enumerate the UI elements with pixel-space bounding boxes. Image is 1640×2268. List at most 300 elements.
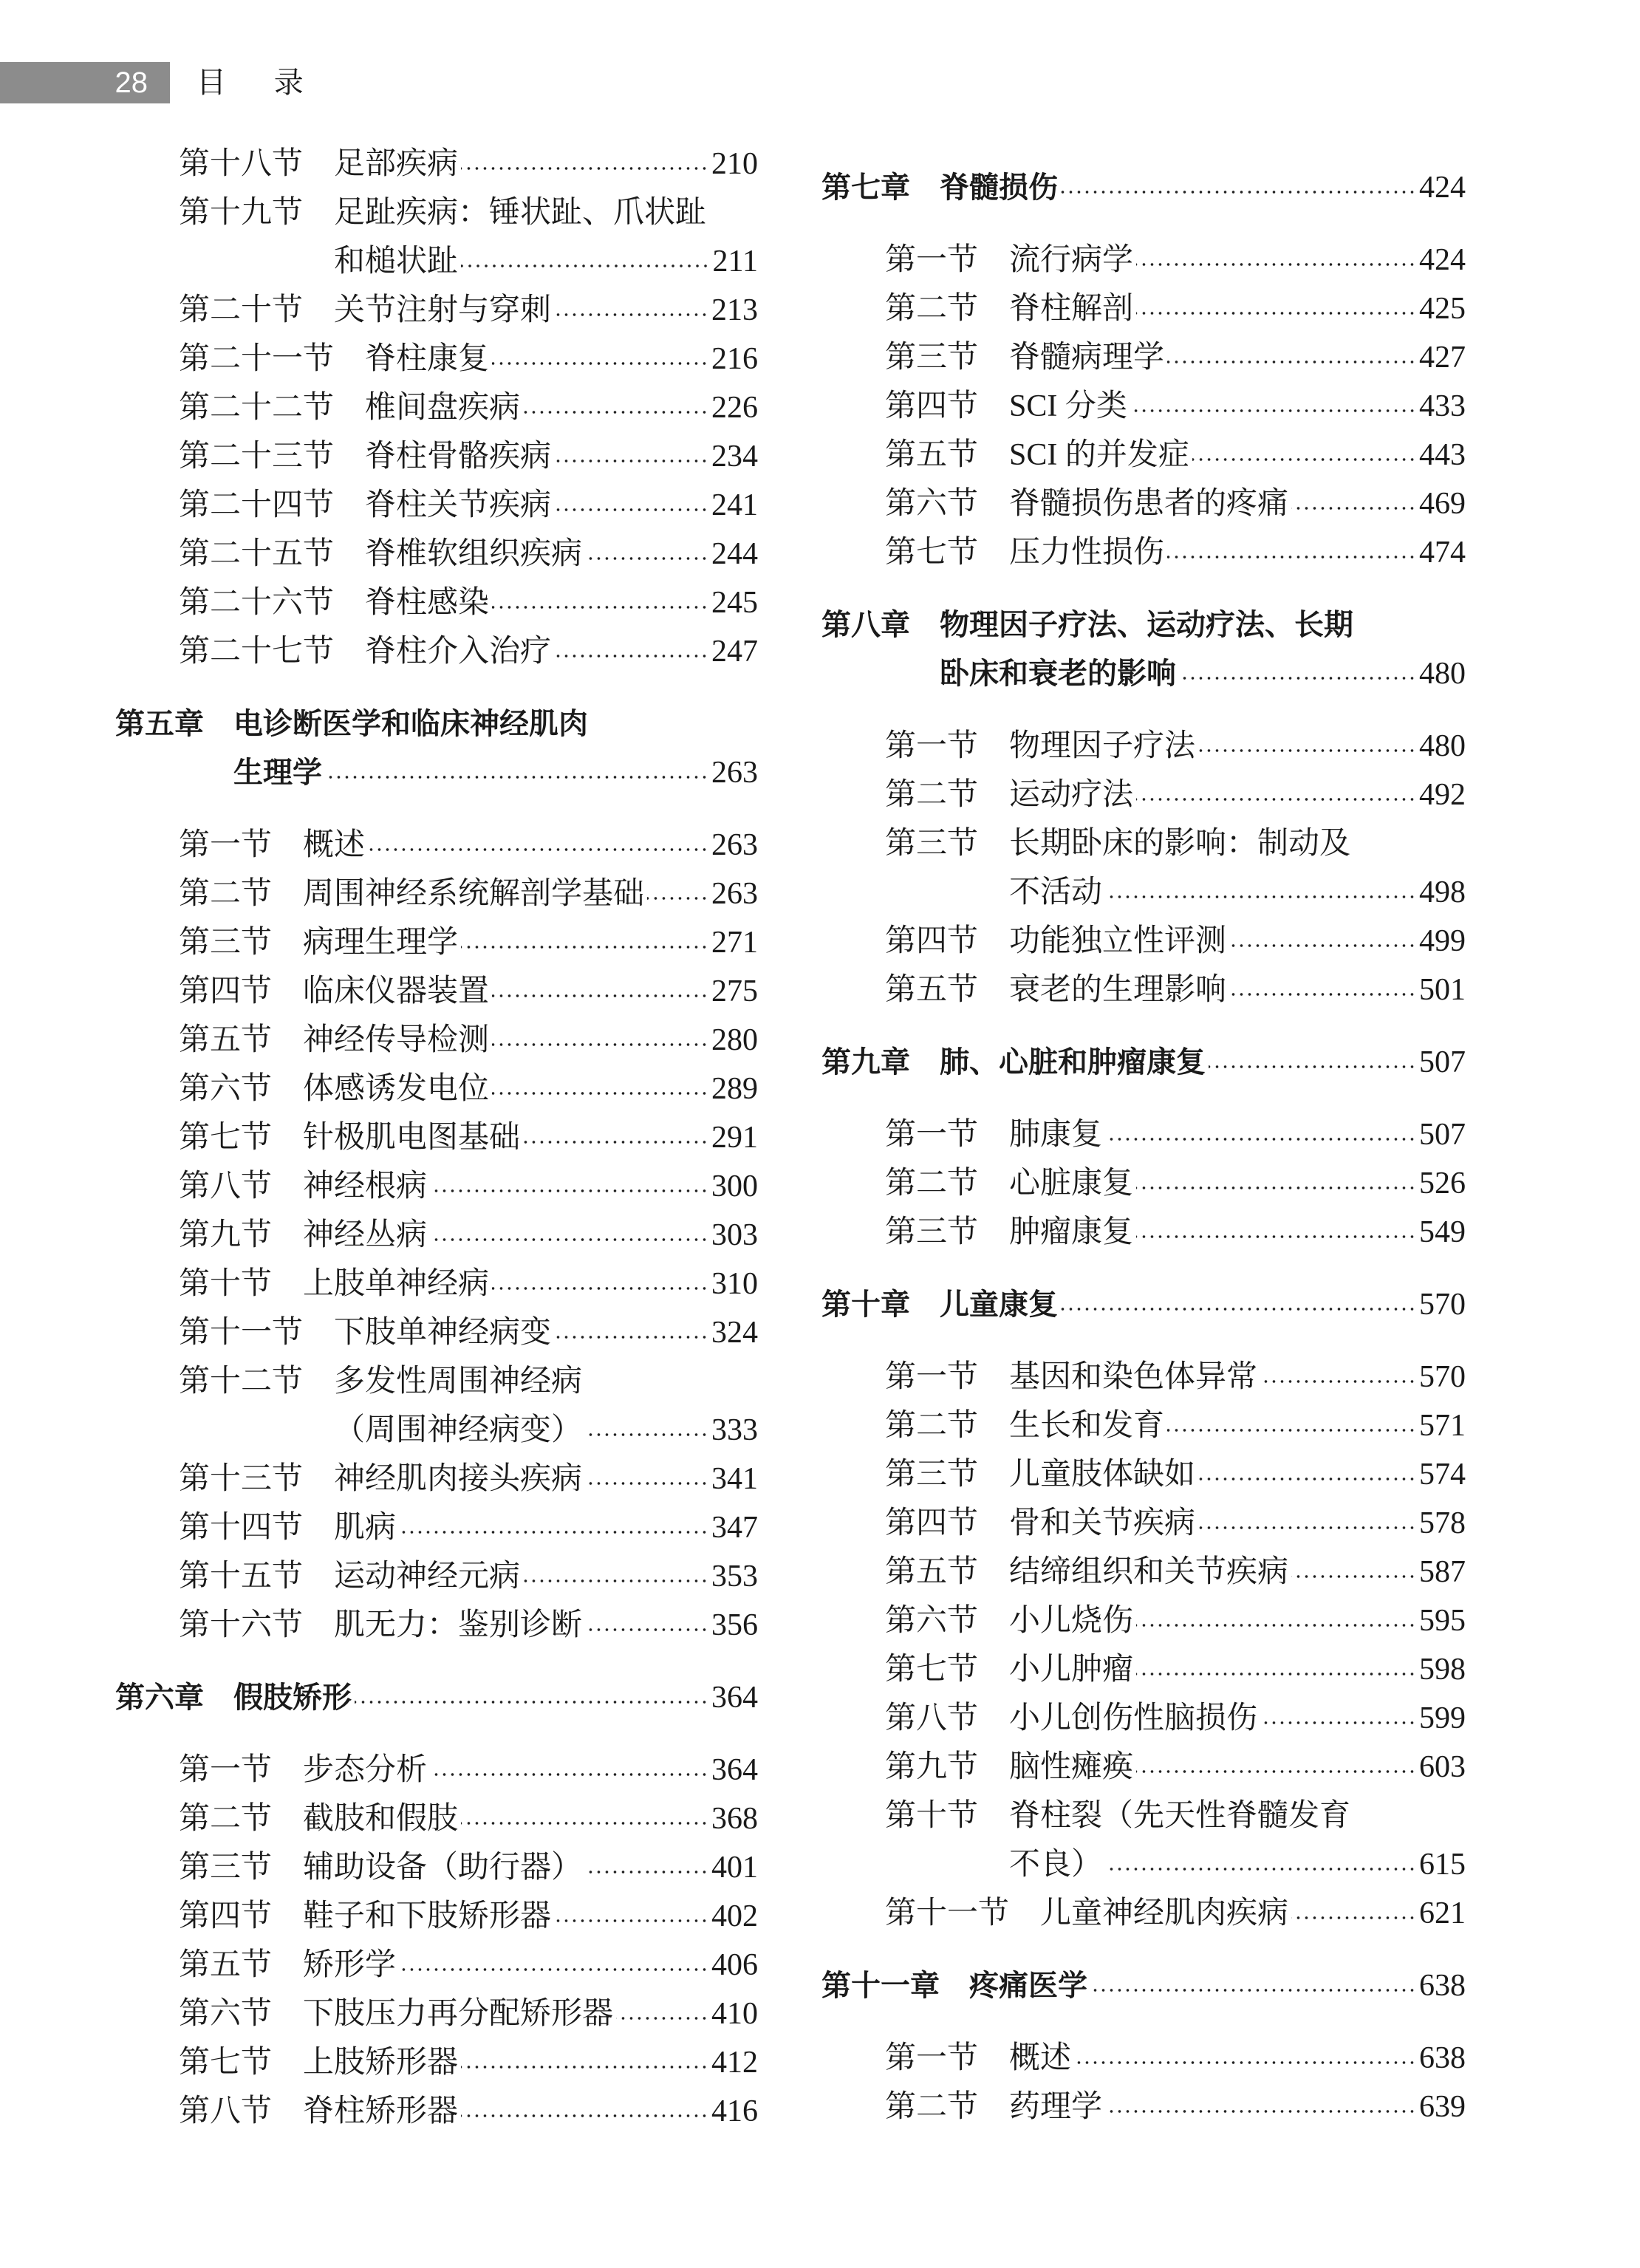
section-number: 第四节: [179, 974, 273, 1008]
toc-section-entry[interactable]: [821, 1499, 1466, 1548]
toc-chapter-entry[interactable]: [821, 163, 1466, 212]
page-number-ref: 570: [1419, 1360, 1466, 1394]
toc-section-entry[interactable]: [115, 578, 758, 627]
dot-leader: [1136, 1672, 1416, 1676]
toc-section-entry[interactable]: [115, 2038, 758, 2087]
page-number-ref: 368: [711, 1802, 758, 1836]
section-number: 第四节: [885, 389, 979, 423]
section-title: 儿童神经肌肉疾病: [1040, 1896, 1289, 1930]
toc-section-entry[interactable]: [115, 1989, 758, 2038]
section-title: 运动神经元病: [334, 1560, 521, 1594]
page-number-ref: 427: [1419, 341, 1466, 375]
toc-section-entry[interactable]: [115, 1016, 758, 1065]
section-title: 下肢单神经病变: [334, 1316, 552, 1350]
section-title: 体感诱发电位: [303, 1072, 490, 1106]
toc-column-left: [115, 140, 758, 2136]
section-title: 临床仪器装置: [303, 974, 490, 1008]
section-number: 第十四节: [179, 1511, 304, 1545]
section-number: 第七节: [179, 1121, 273, 1155]
section-title: 物理因子疗法: [1009, 729, 1196, 763]
dot-leader: [461, 166, 708, 171]
section-title: 不良）: [1009, 1848, 1103, 1882]
dot-leader: [1074, 2060, 1416, 2065]
section-title: 足趾疾病：锤状趾、爪状趾: [334, 196, 707, 230]
section-title: 鞋子和下肢矫形器: [303, 1899, 552, 1933]
page-number-ref: 241: [711, 488, 758, 522]
section-number: 第十五节: [179, 1560, 304, 1594]
dot-leader: [554, 654, 708, 658]
toc-section-entry[interactable]: [115, 432, 758, 481]
section-title: 上肢单神经病: [303, 1267, 490, 1301]
toc-section-entry[interactable]: [821, 1208, 1466, 1257]
section-number: 第十九节: [179, 196, 304, 230]
page-number-ref: 621: [1419, 1896, 1466, 1930]
dot-leader: [523, 1140, 708, 1144]
chapter-title: 物理因子疗法、运动疗法、长期: [940, 608, 1353, 642]
section-title: 不活动: [1009, 875, 1103, 909]
section-title: 脊柱骨骼疾病: [365, 440, 552, 474]
page-number-ref: 424: [1419, 171, 1466, 205]
dot-leader: [554, 459, 708, 463]
page-number-ref: 507: [1419, 1118, 1466, 1152]
toc-section-entry[interactable]: [115, 627, 758, 676]
page-number-ref: 234: [711, 440, 758, 474]
section-title: 周围神经系统解剖学基础: [303, 877, 645, 911]
dot-leader: [1167, 555, 1416, 559]
page-number-tab: [0, 62, 170, 103]
section-number: 第二十二节: [179, 391, 335, 425]
dot-leader: [1061, 1307, 1416, 1311]
page-number-ref: 263: [711, 756, 758, 790]
section-number: 第三节: [885, 341, 979, 375]
page-number-ref: 599: [1419, 1701, 1466, 1735]
toc-section-entry[interactable]: [115, 1746, 758, 1794]
toc-section-entry[interactable]: [821, 1596, 1466, 1645]
page-number-ref: 443: [1419, 438, 1466, 472]
page-number-ref: 280: [711, 1023, 758, 1057]
chapter-number: 第九章: [821, 1045, 910, 1079]
page-number-ref: 341: [711, 1462, 758, 1496]
dot-leader: [1291, 506, 1416, 510]
page-number-ref: 310: [711, 1267, 758, 1301]
section-title: 脊柱感染: [365, 586, 490, 620]
dot-leader: [399, 1530, 708, 1534]
toc-chapter-entry[interactable]: [115, 748, 758, 797]
toc-section-entry[interactable]: [821, 966, 1466, 1014]
dot-leader: [399, 1967, 708, 1972]
toc-section-entry[interactable]: [821, 236, 1466, 284]
toc-section-entry[interactable]: [821, 528, 1466, 577]
chapter-number: 第五章: [115, 707, 204, 741]
section-title: 衰老的生理影响: [1009, 973, 1227, 1007]
section-number: 第二十六节: [179, 586, 335, 620]
toc-section-entry[interactable]: [115, 1794, 758, 1843]
toc-section-entry[interactable]: [115, 1601, 758, 1650]
page-number-ref: 499: [1419, 924, 1466, 958]
dot-leader: [1130, 409, 1416, 413]
page-number-ref: 549: [1419, 1215, 1466, 1249]
dot-leader: [1136, 262, 1416, 267]
toc-section-entry[interactable]: [821, 333, 1466, 382]
page-number-ref: 244: [711, 537, 758, 571]
toc-section-entry[interactable]: [115, 967, 758, 1016]
toc-section-entry[interactable]: [115, 335, 758, 383]
page-number-ref: 638: [1419, 2041, 1466, 2075]
dot-leader: [554, 508, 708, 512]
chapter-title: 儿童康复: [940, 1288, 1058, 1322]
section-number: 第十六节: [179, 1608, 304, 1642]
section-number: 第一节: [179, 1753, 273, 1787]
dot-leader: [1291, 1574, 1416, 1579]
section-number: 第一节: [885, 1360, 979, 1394]
section-title: 截肢和假肢: [303, 1802, 459, 1836]
page-number-ref: 639: [1419, 2090, 1466, 2124]
section-number: 第一节: [885, 2041, 979, 2075]
toc-section-entry[interactable]: [115, 2087, 758, 2136]
section-number: 第六节: [885, 487, 979, 521]
page-number-ref: 603: [1419, 1750, 1466, 1784]
toc-section-entry[interactable]: [115, 1843, 758, 1892]
dot-leader: [461, 1821, 708, 1825]
toc-section-entry[interactable]: [115, 870, 758, 918]
page-number-ref: 263: [711, 877, 758, 911]
section-number: 第五节: [179, 1023, 273, 1057]
page-number-ref: 263: [711, 828, 758, 862]
toc-section-entry[interactable]: [821, 431, 1466, 479]
chapter-title: 肺、心脏和肿瘤康复: [940, 1045, 1206, 1079]
section-number: 第五节: [885, 1555, 979, 1589]
section-title: 脊柱解剖: [1009, 292, 1134, 326]
section-number: 第十三节: [179, 1462, 304, 1496]
toc-section-entry[interactable]: [115, 140, 758, 188]
section-number: 第二十一节: [179, 342, 335, 376]
dot-leader: [585, 1870, 708, 1874]
dot-leader: [1136, 1623, 1416, 1627]
dot-leader: [1192, 457, 1416, 462]
section-number: 第三节: [885, 1215, 979, 1249]
dot-leader: [368, 847, 708, 852]
page-number-ref: 210: [711, 147, 758, 181]
page-number-ref: 353: [711, 1560, 758, 1594]
toc-column-right: [821, 140, 1466, 2131]
toc-section-entry[interactable]: [115, 918, 758, 967]
toc-chapter-entry[interactable]: [115, 1673, 758, 1722]
section-title: 流行病学: [1009, 243, 1134, 277]
section-title: 下肢压力再分配矫形器: [303, 1997, 614, 2031]
toc-section-entry[interactable]: [821, 2083, 1466, 2131]
section-number: 第二节: [885, 292, 979, 326]
toc-chapter-entry[interactable]: [821, 649, 1466, 698]
section-number: 第二十七节: [179, 635, 335, 669]
section-title: 病理生理学: [303, 926, 459, 960]
toc-section-entry[interactable]: [821, 1353, 1466, 1401]
section-number: 第六节: [179, 1072, 273, 1106]
toc-section-entry[interactable]: [115, 1065, 758, 1113]
toc-section-entry[interactable]: [115, 1552, 758, 1601]
section-title: 概述: [303, 828, 366, 862]
section-number: 第十二节: [179, 1364, 304, 1398]
toc-section-entry[interactable]: [821, 1889, 1466, 1938]
dot-leader: [585, 556, 708, 561]
dot-leader: [1260, 1379, 1416, 1384]
toc-section-entry[interactable]: [115, 1260, 758, 1308]
section-number: 第六节: [885, 1604, 979, 1638]
section-number: 第十节: [179, 1267, 273, 1301]
page-number-ref: 595: [1419, 1604, 1466, 1638]
section-number: 第二节: [179, 1802, 273, 1836]
toc-section-entry[interactable]: [821, 1743, 1466, 1791]
section-title: 脑性瘫痪: [1009, 1750, 1134, 1784]
page-number-ref: 412: [711, 2046, 758, 2080]
toc-section-entry[interactable]: [115, 286, 758, 335]
section-title: 儿童肢体缺如: [1009, 1458, 1196, 1492]
dot-leader: [430, 1189, 708, 1193]
toc-section-entry[interactable]: [115, 383, 758, 432]
section-title: SCI 的并发症: [1009, 438, 1189, 472]
chapter-title: 疼痛医学: [969, 1969, 1087, 2003]
dot-leader: [523, 1579, 708, 1583]
section-title: 足部疾病: [334, 147, 459, 181]
page-number-ref: 410: [711, 1997, 758, 2031]
page-number-ref: 598: [1419, 1653, 1466, 1687]
section-title: 肌病: [334, 1511, 397, 1545]
page-number-ref: 425: [1419, 292, 1466, 326]
section-title: 肺康复: [1009, 1118, 1103, 1152]
section-number: 第二十节: [179, 293, 304, 327]
page-number-ref: 526: [1419, 1167, 1466, 1200]
section-title: 脊柱康复: [365, 342, 490, 376]
toc-section-entry[interactable]: [821, 917, 1466, 966]
dot-leader: [1136, 1234, 1416, 1239]
toc-section-entry[interactable]: [115, 1162, 758, 1211]
toc-section-entry[interactable]: [115, 1406, 758, 1455]
dot-leader: [325, 775, 708, 779]
page-number-ref: 492: [1419, 778, 1466, 812]
dot-leader: [554, 312, 708, 317]
toc-chapter-entry[interactable]: [821, 1038, 1466, 1087]
page-number-ref: 356: [711, 1608, 758, 1642]
toc-section-entry[interactable]: [821, 2034, 1466, 2083]
dot-leader: [1229, 943, 1416, 948]
toc-section-entry[interactable]: [821, 819, 1466, 868]
section-number: 第二十三节: [179, 440, 335, 474]
section-title: 和槌状趾: [334, 245, 459, 279]
page-number-ref: 226: [711, 391, 758, 425]
toc-section-entry[interactable]: [821, 868, 1466, 917]
toc-section-entry[interactable]: [821, 284, 1466, 333]
page-number-ref: 474: [1419, 536, 1466, 570]
toc-section-entry[interactable]: [115, 1357, 758, 1406]
dot-leader: [492, 1042, 708, 1047]
dot-leader: [1209, 1065, 1416, 1069]
toc-chapter-entry[interactable]: [115, 700, 758, 748]
section-title: 概述: [1009, 2041, 1072, 2075]
toc-chapter-entry[interactable]: [821, 1280, 1466, 1329]
toc-section-entry[interactable]: [115, 237, 758, 286]
page-number-ref: 247: [711, 635, 758, 669]
toc-section-entry[interactable]: [821, 1548, 1466, 1596]
section-number: 第二节: [885, 1167, 979, 1200]
section-title: 小儿肿瘤: [1009, 1653, 1134, 1687]
dot-leader: [1136, 1186, 1416, 1190]
toc-section-entry[interactable]: [115, 1113, 758, 1162]
page-number-ref: 402: [711, 1899, 758, 1933]
section-title: 基因和染色体异常: [1009, 1360, 1258, 1394]
dot-leader: [554, 1335, 708, 1339]
section-number: 第十八节: [179, 147, 304, 181]
toc-section-entry[interactable]: [821, 1791, 1466, 1840]
section-title: 针极肌电图基础: [303, 1121, 521, 1155]
page-number-ref: 469: [1419, 487, 1466, 521]
page-number-ref: 303: [711, 1218, 758, 1252]
dot-leader: [430, 1237, 708, 1242]
section-title: 多发性周围神经病: [334, 1364, 583, 1398]
toc-section-entry[interactable]: [821, 1110, 1466, 1159]
section-number: 第三节: [885, 1458, 979, 1492]
toc-section-entry[interactable]: [821, 1401, 1466, 1450]
section-title: 长期卧床的影响：制动及: [1009, 827, 1351, 861]
dot-leader: [1105, 2109, 1416, 2114]
section-title: 关节注射与穿刺: [334, 293, 552, 327]
section-title: 神经肌肉接头疾病: [334, 1462, 583, 1496]
section-number: 第三节: [179, 1851, 273, 1885]
dot-leader: [1198, 1477, 1416, 1481]
page-number-ref: 216: [711, 342, 758, 376]
page-number-ref: 347: [711, 1511, 758, 1545]
dot-leader: [492, 605, 708, 609]
section-title: 功能独立性评测: [1009, 924, 1227, 958]
dot-leader: [492, 361, 708, 366]
toc-chapter-entry[interactable]: [821, 1961, 1466, 2010]
page-heading: 目 录: [197, 66, 323, 100]
toc-section-entry[interactable]: [821, 1694, 1466, 1743]
section-title: 结缔组织和关节疾病: [1009, 1555, 1289, 1589]
toc-section-entry[interactable]: [821, 479, 1466, 528]
section-number: 第一节: [885, 729, 979, 763]
page-number-ref: 480: [1419, 729, 1466, 763]
chapter-title: 假肢矫形: [233, 1681, 352, 1715]
section-number: 第八节: [179, 2094, 273, 2128]
section-title: 脊髓病理学: [1009, 341, 1165, 375]
section-number: 第八节: [885, 1701, 979, 1735]
section-number: 第八节: [179, 1169, 273, 1203]
section-number: 第三节: [179, 926, 273, 960]
section-number: 第四节: [885, 924, 979, 958]
section-title: 生长和发育: [1009, 1409, 1165, 1443]
toc-section-entry[interactable]: [821, 1645, 1466, 1694]
section-number: 第五节: [885, 973, 979, 1007]
dot-leader: [647, 896, 708, 901]
section-title: 矫形学: [303, 1948, 397, 1982]
dot-leader: [1179, 676, 1416, 680]
toc-section-entry[interactable]: [115, 188, 758, 237]
page-number-ref: 401: [711, 1851, 758, 1885]
chapter-title: 生理学: [233, 756, 322, 790]
section-number: 第十一节: [885, 1896, 1010, 1930]
section-title: （周围神经病变）: [334, 1413, 583, 1447]
page-number-ref: 291: [711, 1121, 758, 1155]
section-number: 第七节: [885, 536, 979, 570]
section-number: 第五节: [885, 438, 979, 472]
section-title: 椎间盘疾病: [365, 391, 521, 425]
toc-section-entry[interactable]: [821, 722, 1466, 771]
dot-leader: [1105, 1867, 1416, 1871]
page-number-ref: 578: [1419, 1506, 1466, 1540]
page-number-ref: 364: [711, 1753, 758, 1787]
dot-leader: [461, 2065, 708, 2069]
page-number-ref: 574: [1419, 1458, 1466, 1492]
page-number-ref: 333: [711, 1413, 758, 1447]
page-number-ref: 570: [1419, 1288, 1466, 1322]
dot-leader: [616, 2016, 708, 2021]
toc-section-entry[interactable]: [115, 1211, 758, 1260]
toc-section-entry[interactable]: [115, 1941, 758, 1989]
page-number-ref: 324: [711, 1316, 758, 1350]
page-number-ref: 275: [711, 974, 758, 1008]
toc-section-entry[interactable]: [821, 1840, 1466, 1889]
toc-section-entry[interactable]: [115, 1892, 758, 1941]
page-number-ref: 364: [711, 1681, 758, 1715]
page-number-ref: 300: [711, 1169, 758, 1203]
toc-section-entry[interactable]: [821, 382, 1466, 431]
toc-section-entry[interactable]: [115, 481, 758, 530]
toc-section-entry[interactable]: [115, 821, 758, 870]
section-title: 脊椎软组织疾病: [365, 537, 583, 571]
section-title: 脊柱关节疾病: [365, 488, 552, 522]
toc-chapter-entry[interactable]: [821, 601, 1466, 649]
dot-leader: [461, 264, 710, 268]
toc-section-entry[interactable]: [115, 530, 758, 578]
chapter-number: 第六章: [115, 1681, 204, 1715]
section-number: 第二节: [885, 778, 979, 812]
toc-section-entry[interactable]: [821, 1159, 1466, 1208]
page-number: 28: [115, 66, 148, 99]
page-number-ref: 289: [711, 1072, 758, 1106]
dot-leader: [585, 1481, 708, 1486]
toc-section-entry[interactable]: [821, 1450, 1466, 1499]
chapter-number: 第十章: [821, 1288, 910, 1322]
section-title: 脊柱裂（先天性脊髓发育: [1009, 1799, 1351, 1833]
section-title: 药理学: [1009, 2090, 1103, 2124]
section-number: 第七节: [885, 1653, 979, 1687]
section-title: 骨和关节疾病: [1009, 1506, 1196, 1540]
page-number-ref: 498: [1419, 875, 1466, 909]
dot-leader: [1136, 797, 1416, 802]
toc-section-entry[interactable]: [821, 771, 1466, 819]
section-title: 辅助设备（助行器）: [303, 1851, 583, 1885]
section-title: 神经传导检测: [303, 1023, 490, 1057]
dot-leader: [1198, 748, 1416, 753]
section-number: 第一节: [885, 243, 979, 277]
section-number: 第九节: [885, 1750, 979, 1784]
section-number: 第四节: [179, 1899, 273, 1933]
chapter-title: 电诊断医学和临床神经肌肉: [233, 707, 588, 741]
dot-leader: [1260, 1721, 1416, 1725]
chapter-number: 第七章: [821, 171, 910, 205]
toc-section-entry[interactable]: [115, 1455, 758, 1503]
dot-leader: [1167, 1428, 1416, 1432]
section-number: 第七节: [179, 2046, 273, 2080]
dot-leader: [461, 945, 708, 949]
section-number: 第三节: [885, 827, 979, 861]
toc-section-entry[interactable]: [115, 1503, 758, 1552]
section-title: 脊柱介入治疗: [365, 635, 552, 669]
section-number: 第十节: [885, 1799, 979, 1833]
toc-section-entry[interactable]: [115, 1308, 758, 1357]
page-number-ref: 406: [711, 1948, 758, 1982]
page-number-ref: 587: [1419, 1555, 1466, 1589]
section-number: 第四节: [885, 1506, 979, 1540]
